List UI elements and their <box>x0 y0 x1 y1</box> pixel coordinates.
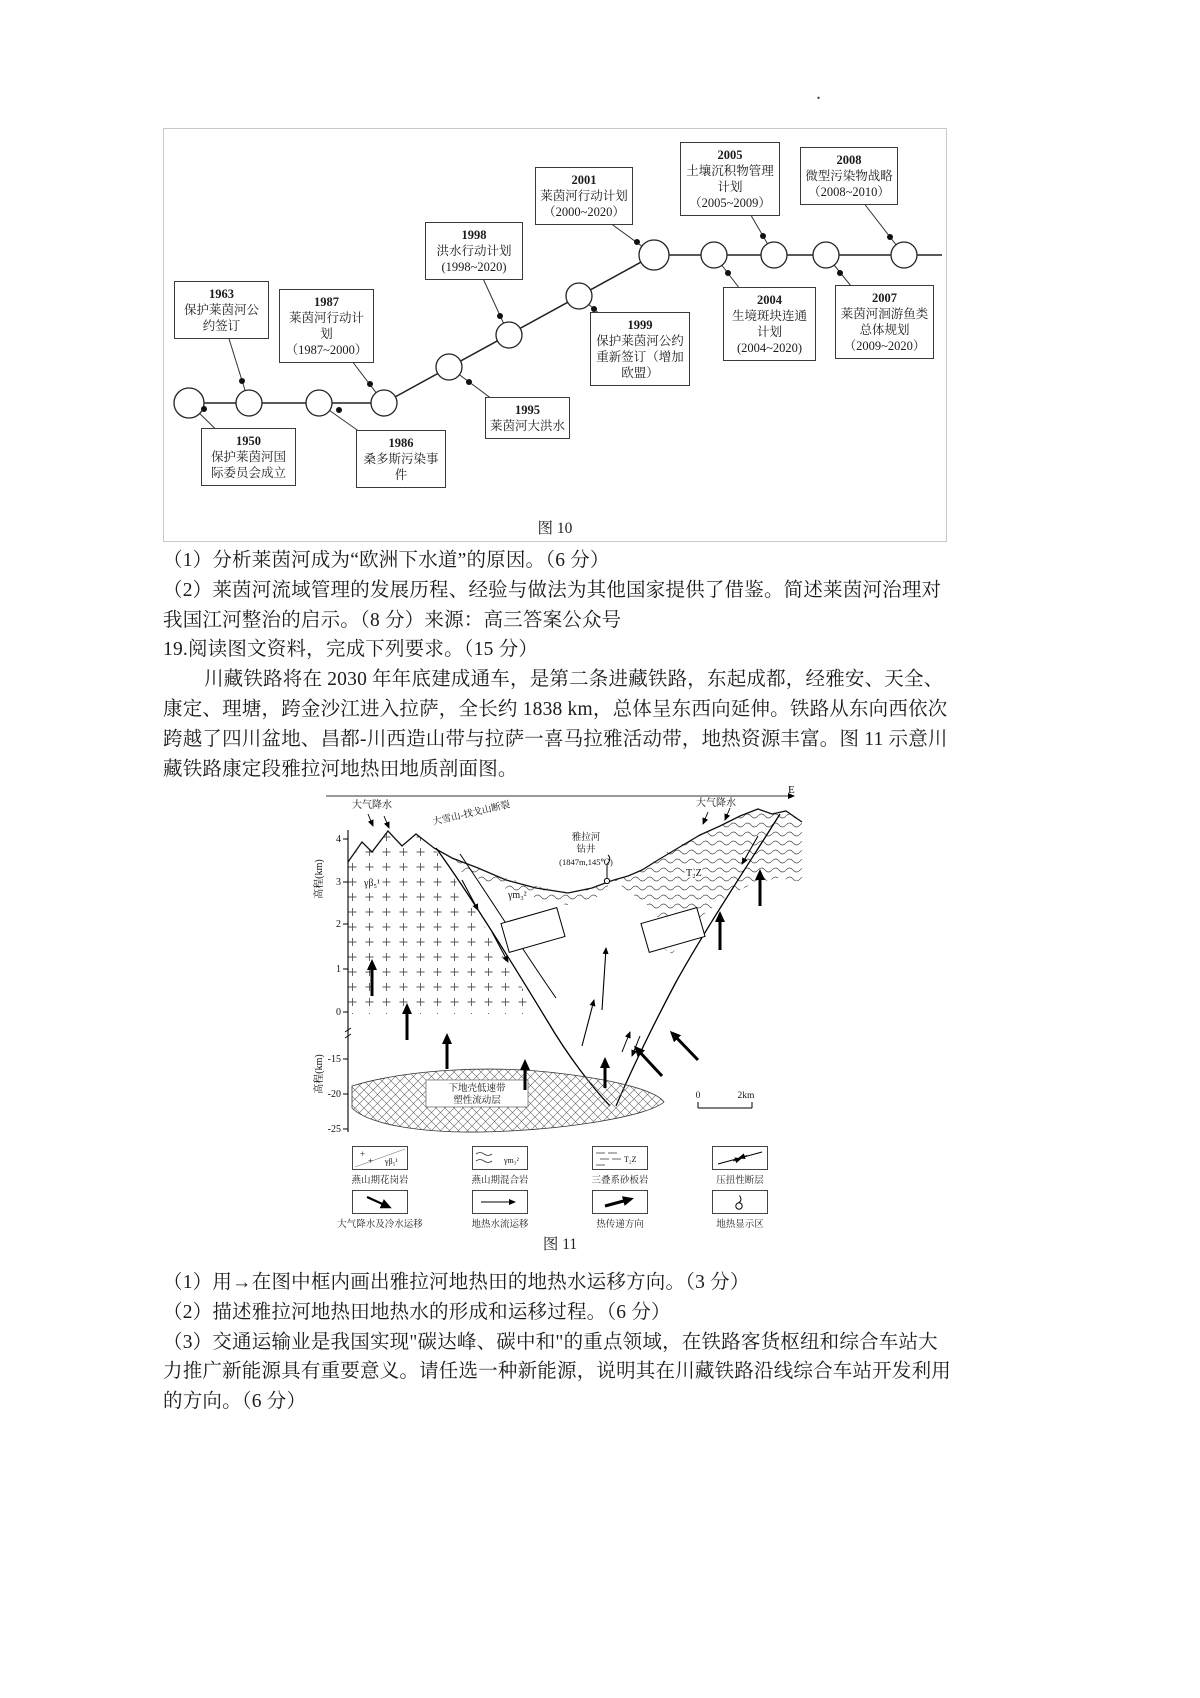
q19-sub3-line1: （3）交通运输业是我国实现"碳达峰、碳中和"的重点领域，在铁路客货枢纽和综合车站大 <box>163 1331 938 1353</box>
sandslate-key-label: T₂Z <box>686 868 702 879</box>
cold-water-arrow-icon <box>352 1190 408 1214</box>
axis-label-top: 高程(km) <box>314 859 325 899</box>
question-19-intro: 19.阅读图文资料，完成下列要求。（15 分） <box>163 639 539 661</box>
event-year: 2005 <box>717 148 743 162</box>
q19-para-line1: 川藏铁路将在 2030 年年底建成通车，是第二条进藏铁路，东起成都，经雅安、天全、 <box>203 669 944 691</box>
q19-sub3-line2: 力推广新能源具有重要意义。请任选一种新能源，说明其在川藏铁路沿线综合车站开发利用 <box>163 1361 952 1383</box>
legend-item-sandslate: T₂Z 三叠系砂板岩 <box>564 1146 676 1186</box>
q19-para-line3: 跨越了四川盆地、昌都-川西造山带与拉萨一喜马拉雅活动带，地热资源丰富。图 11 示意川 <box>163 728 948 750</box>
tick-label: 3 <box>336 877 341 888</box>
timeline-event-2007 <box>835 285 934 359</box>
precip-left-label: 大气降水 <box>352 800 392 811</box>
event-desc: 保护莱茵河国际委员会成立 <box>210 450 286 480</box>
east-label: E <box>788 784 795 796</box>
svg-text:γm₃²: γm₃² <box>504 1156 519 1165</box>
event-desc: 土壤沉积物管理计划（2005~2009） <box>686 164 774 210</box>
scale-zero-label: 0 <box>695 1091 701 1101</box>
event-year: 1950 <box>236 434 261 448</box>
low-velocity-label-line1: 下地壳低速带 <box>448 1084 506 1094</box>
tick-label: 4 <box>336 834 341 845</box>
rhine-question-2-line1: （2）莱茵河流域管理的发展历程、经验与做法为其他国家提供了借鉴。简述莱茵河治理对 <box>163 579 942 601</box>
figure-11-geothermal-cross-section <box>310 784 810 1259</box>
well-label-line3: (1847m,145℃) <box>559 857 613 867</box>
answer-frame-right <box>641 908 705 953</box>
timeline-event-2004 <box>723 287 816 361</box>
cross-section-graphic <box>310 784 810 1142</box>
event-desc: 莱茵河大洪水 <box>489 419 565 433</box>
timeline-event-1995 <box>485 397 570 439</box>
event-desc: 保护莱茵河公约签订 <box>183 303 259 333</box>
event-year: 2008 <box>836 153 862 167</box>
tick-label: -20 <box>327 1089 341 1100</box>
event-year: 2004 <box>757 293 782 307</box>
event-desc: 生境斑块连通计划(2004~2020) <box>731 309 807 355</box>
elevation-axis <box>312 830 351 1135</box>
fault-legend-icon <box>712 1146 768 1170</box>
heat-transfer-arrow-icon <box>592 1190 648 1214</box>
svg-text:+: + <box>368 1156 374 1166</box>
svg-text:+: + <box>360 1149 366 1159</box>
tick-label: 0 <box>336 1007 341 1018</box>
timeline-event-1998 <box>425 222 523 280</box>
q19-sub2: （2）描述雅拉河地热田地热水的形成和运移过程。（6 分） <box>163 1301 671 1323</box>
event-desc: 莱茵河行动计划（2000~2020） <box>540 189 628 219</box>
q19-sub1: （1）用→在图中框内画出雅拉河地热田的地热水运移方向。（3 分） <box>163 1272 750 1293</box>
answer-frame-left <box>501 908 565 953</box>
scale-bar <box>696 1091 755 1108</box>
legend-row-1 <box>310 1146 810 1186</box>
timeline-event-2008 <box>800 147 898 205</box>
hot-spring-icon <box>712 1190 768 1214</box>
event-desc: 微型污染物战略（2008~2010） <box>805 169 893 199</box>
stray-mark: . <box>816 82 821 104</box>
event-desc: 莱茵河行动计划（1987~2000） <box>285 311 368 357</box>
figure-11-caption: 图 11 <box>542 1236 578 1253</box>
low-velocity-lens <box>352 1069 664 1132</box>
migmatite-legend-icon <box>472 1146 528 1170</box>
event-year: 1963 <box>209 287 234 301</box>
granite-key-label: γβ₅¹ <box>364 878 380 889</box>
migmatite-key-label: γm₃² <box>508 890 527 901</box>
legend-item-migmatite: γm₃² 燕山期混合岩 <box>444 1146 556 1186</box>
svg-text:T₂Z: T₂Z <box>624 1155 637 1164</box>
tick-label: 1 <box>336 964 341 975</box>
sandslate-legend-icon <box>592 1146 648 1170</box>
event-year: 1999 <box>627 318 653 332</box>
event-year: 1995 <box>515 403 540 417</box>
legend-item-geothermal-display: 地热显示区 <box>684 1190 796 1230</box>
rhine-question-2-line2: 我国江河整治的启示。（8 分）来源：高三答案公众号 <box>163 609 622 631</box>
timeline-event-1987 <box>279 289 374 363</box>
timeline-event-2005 <box>680 142 780 216</box>
timeline-event-1963 <box>174 281 269 339</box>
timeline-event-2001 <box>535 167 633 225</box>
q19-para-line4: 藏铁路康定段雅拉河地热田地质剖面图。 <box>163 758 518 780</box>
event-desc: 莱茵河洄游鱼类总体规划（2009~2020） <box>840 307 929 353</box>
precipitation-arrows <box>368 808 730 828</box>
event-year: 1986 <box>388 436 414 450</box>
section-top-frame <box>326 784 795 796</box>
legend-item-geothermal-water: 地热水流运移 <box>444 1190 556 1230</box>
granite-legend-icon <box>352 1146 408 1170</box>
event-desc: 桑多斯污染事件 <box>363 452 439 482</box>
fault-name-label: 大雪山-找戈山断裂 <box>431 800 512 828</box>
tick-label: -25 <box>327 1124 341 1135</box>
rhine-questions-block <box>163 546 1043 784</box>
event-desc: 洪水行动计划(1998~2020) <box>436 244 512 274</box>
event-year: 1998 <box>461 228 487 242</box>
low-velocity-label-line2: 塑性流动层 <box>453 1096 501 1106</box>
axis-label-bottom: 高程(km) <box>314 1054 325 1094</box>
timeline-event-1999 <box>590 312 690 386</box>
q19-para-line2: 康定、理塘，跨金沙江进入拉萨，全长约 1838 km，总体呈东西向延伸。铁路从东向西依次 <box>163 698 948 720</box>
event-year: 1987 <box>314 295 339 309</box>
figure-10-rhine-timeline <box>163 128 947 542</box>
well-label-line2: 钻井 <box>576 845 596 855</box>
svg-text:γβ₅¹: γβ₅¹ <box>385 1157 398 1166</box>
timeline-event-1950 <box>201 428 296 486</box>
event-year: 2001 <box>571 173 597 187</box>
legend-item-cold-water: 大气降水及冷水运移 <box>324 1190 436 1230</box>
tick-label: 2 <box>336 919 341 930</box>
scale-length-label: 2km <box>737 1091 755 1101</box>
rhine-question-1: （1）分析莱茵河成为“欧洲下水道”的原因。（6 分） <box>163 550 610 571</box>
legend-item-heat-transfer: 热传递方向 <box>564 1190 676 1230</box>
tick-label: -15 <box>327 1054 341 1065</box>
event-year: 2007 <box>872 291 897 305</box>
precip-right-label: 大气降水 <box>696 798 736 809</box>
legend-item-granite: + + γβ₅¹ 燕山期花岗岩 <box>324 1146 436 1186</box>
q19-sub3-line3: 的方向。（6 分） <box>163 1391 307 1413</box>
legend-row-2 <box>310 1190 810 1230</box>
q19-subquestions-block <box>163 1268 1043 1417</box>
legend-item-fault: 压扭性断层 <box>684 1146 796 1186</box>
well-label-line1: 雅拉河 <box>571 833 601 843</box>
geothermal-water-arrow-icon <box>472 1190 528 1214</box>
figure-10-caption: 图 10 <box>537 520 573 537</box>
event-desc: 保护莱茵河公约重新签订（增加欧盟） <box>596 334 684 380</box>
timeline-event-1986 <box>356 430 446 488</box>
